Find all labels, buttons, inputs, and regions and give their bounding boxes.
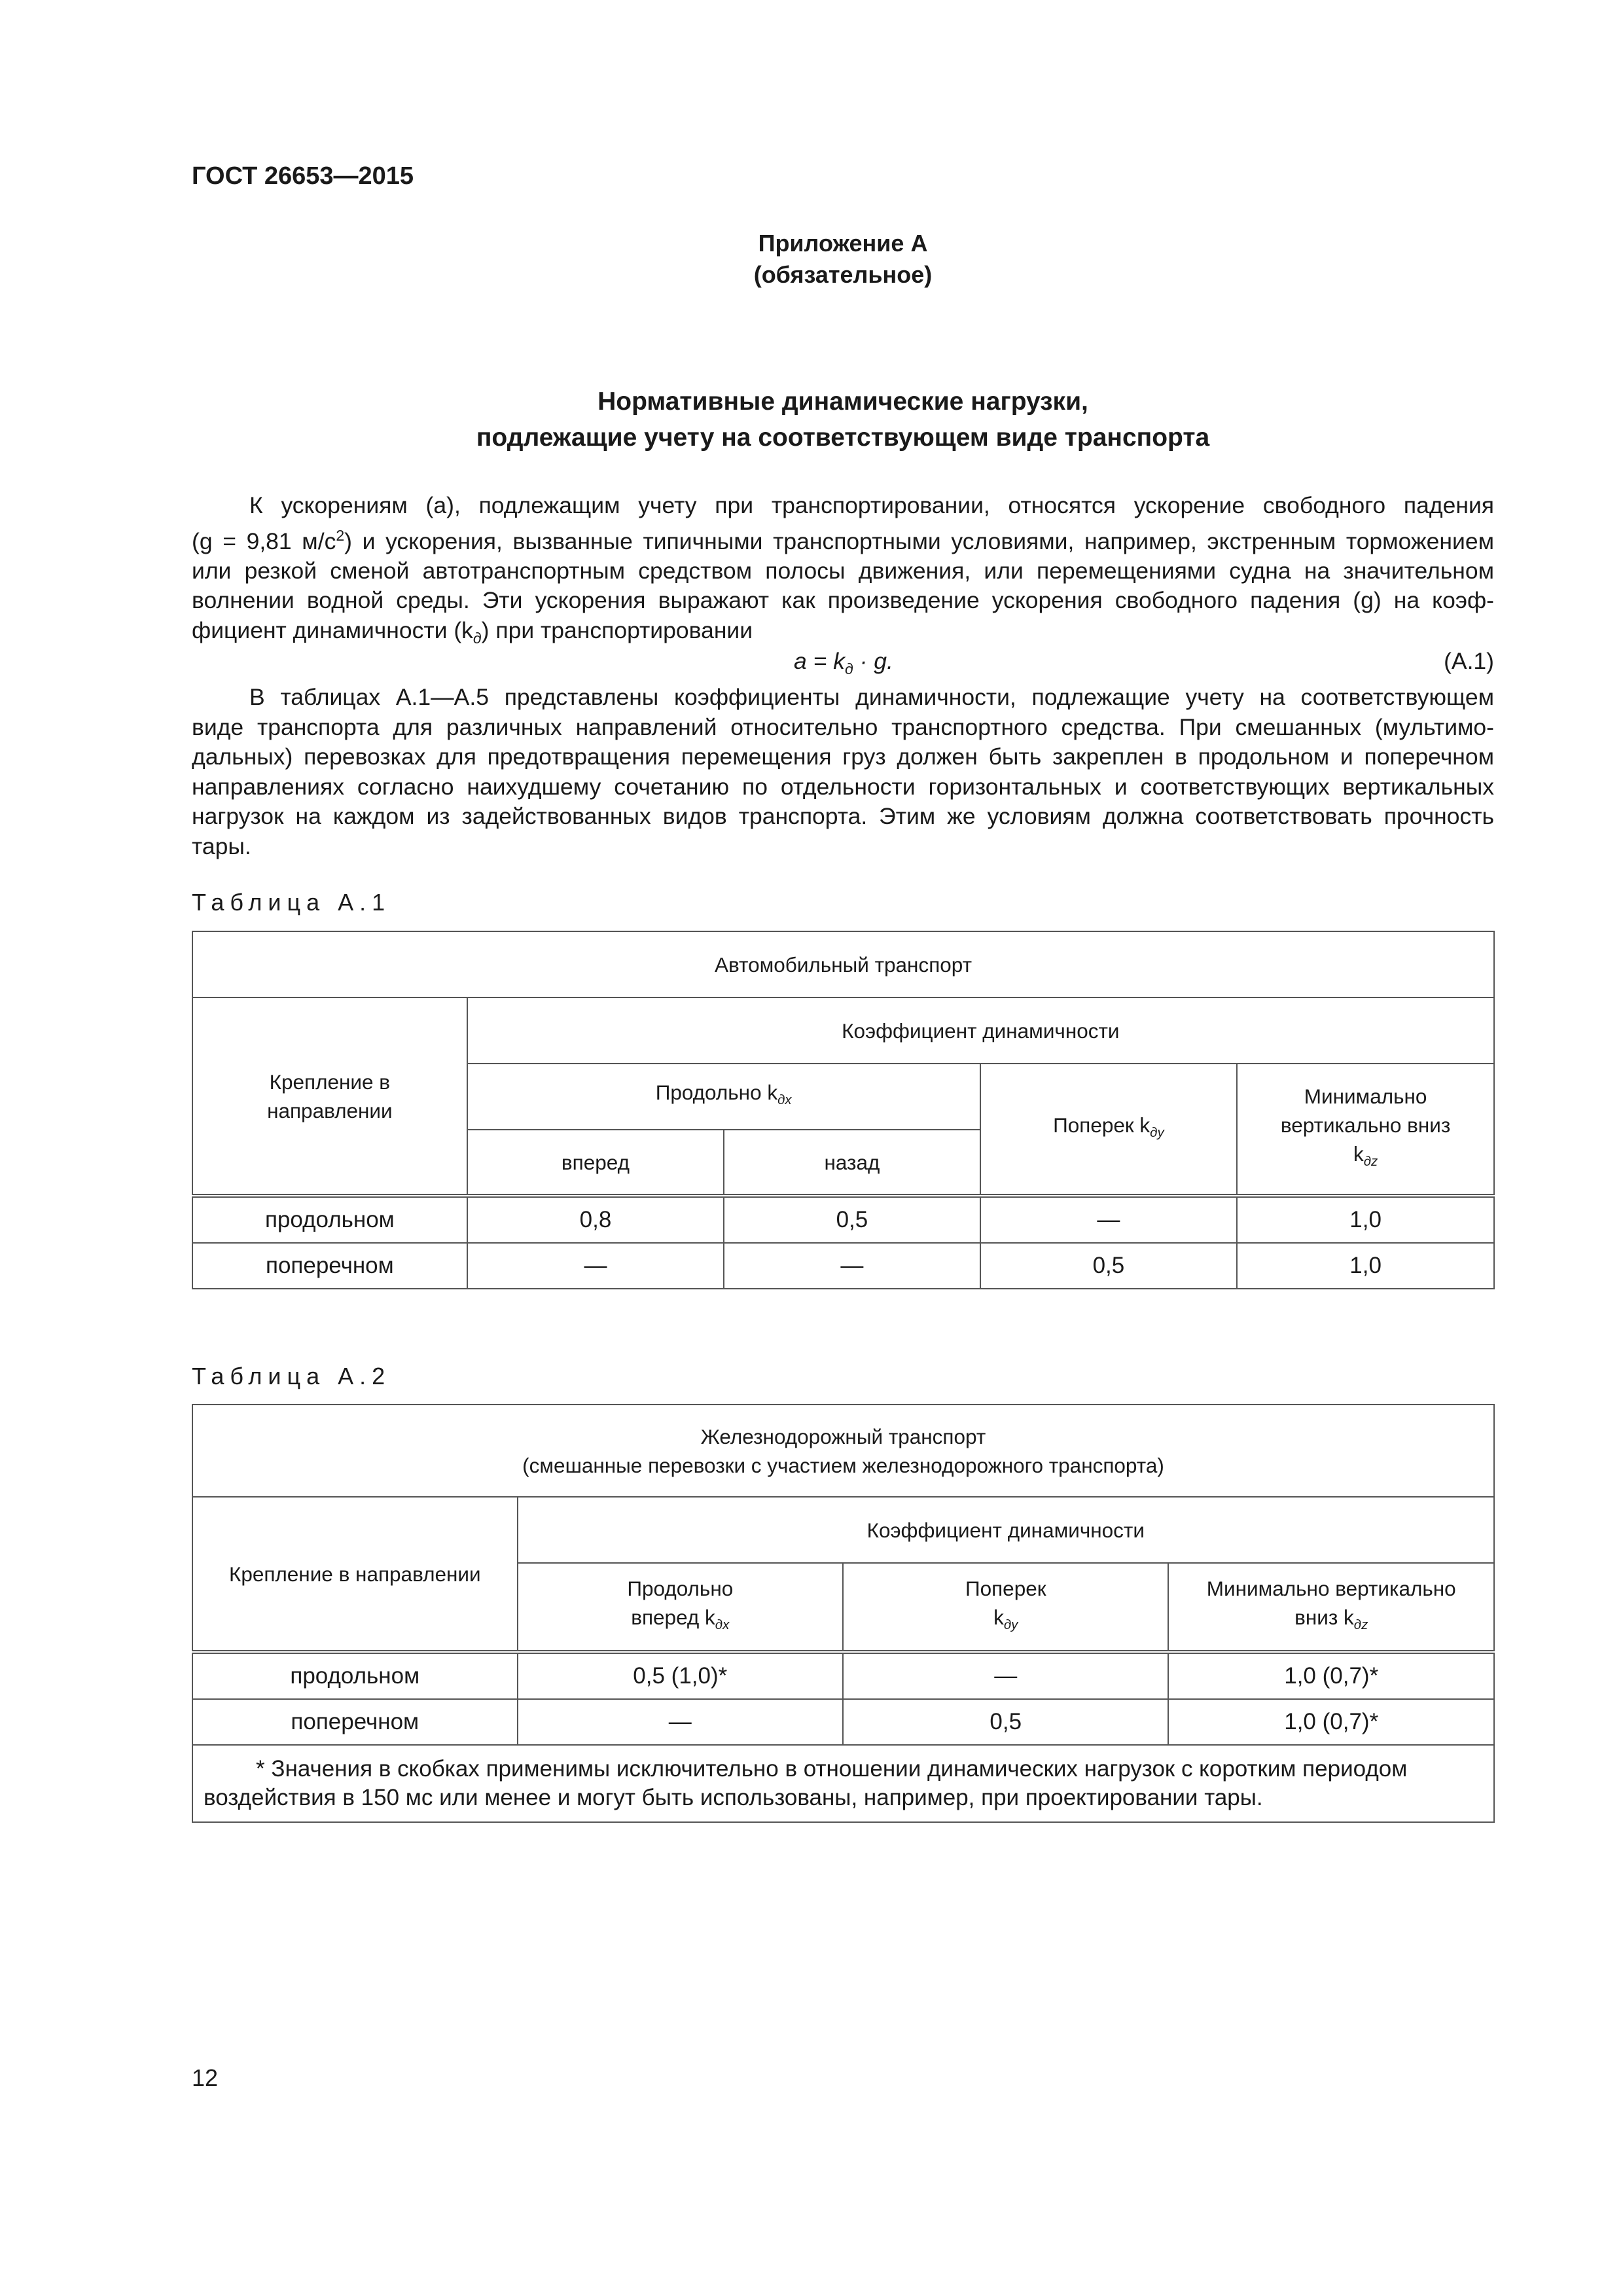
header-dynamic-coefficient: Коэффициент динамичности: [467, 997, 1494, 1064]
paragraph-tables-intro: [192, 683, 1494, 861]
header-forward: вперед: [467, 1130, 724, 1196]
annex-title: Приложение А: [758, 230, 928, 257]
table-a2: [192, 1404, 1495, 1823]
header-dynamic-coefficient: Коэффициент динамичности: [518, 1497, 1494, 1563]
paragraph-accelerations: [192, 491, 1494, 653]
table-footnote-row: [192, 1745, 1494, 1822]
page-number: 12: [192, 2064, 219, 2091]
paragraph-line: волнении водной среды. Эти ускорения выражают как произведение ускорения свободного падения (g) на коэф-: [192, 587, 1494, 614]
document-code: ГОСТ 26653—2015: [192, 162, 414, 190]
cell-direction: поперечном: [192, 1243, 467, 1289]
annex-heading-line-2: подлежащие учету на соответствующем виде транспорта: [476, 423, 1210, 452]
cell-vertical: 1,0: [1237, 1196, 1494, 1243]
cell-transverse: —: [843, 1652, 1168, 1699]
table-row: [192, 1699, 1494, 1745]
paragraph-line: или резкой сменой автотранспортным средством полосы движения, или перемещениями судна на значительном: [192, 557, 1494, 584]
table-row: [192, 1652, 1494, 1699]
header-fixing-direction: Крепление в направлении: [192, 997, 467, 1196]
cell-vertical: 1,0 (0,7)*: [1168, 1652, 1494, 1699]
header-vertical: Минимально вертикально вниз $k_{дz}$: [1168, 1563, 1494, 1652]
cell-back: —: [724, 1243, 980, 1289]
header-vertical: Минимально вертикально вниз $k_{дz}$: [1237, 1064, 1494, 1196]
cell-vertical: 1,0 (0,7)*: [1168, 1699, 1494, 1745]
annex-heading-line-1: Нормативные динамические нагрузки,: [597, 387, 1088, 416]
header-longitudinal: Продольно $k_{дx}$: [467, 1064, 980, 1130]
cell-direction: продольном: [192, 1652, 518, 1699]
cell-transverse: 0,5: [980, 1243, 1238, 1289]
header-longitudinal-forward: Продольно вперед $k_{дx}$: [518, 1563, 843, 1652]
paragraph-line: тары.: [192, 833, 251, 859]
table-row: [192, 1243, 1494, 1289]
annex-status: (обязательное): [753, 261, 933, 288]
paragraph-line: (g = 9,81 $м/с^2$) и ускорения, вызванные типичными транспортными условиями, например, экстренным торможением: [192, 526, 1495, 554]
cell-forward: —: [518, 1699, 843, 1745]
header-transverse: Поперек $k_{дy}$: [843, 1563, 1168, 1652]
table-row: [192, 1196, 1494, 1243]
header-transverse: Поперек $k_{дy}$: [980, 1064, 1238, 1196]
paragraph-line: фициент динамичности $(k_д)$ при транспортировании: [192, 617, 753, 647]
table-a1-caption: Таблица А.1: [192, 889, 391, 916]
formula-number: (А.1): [1444, 648, 1494, 674]
table-footnote: * Значения в скобках применимы исключительно в отношении динамических нагрузок с коротким периодом воздействия в 150 мс или менее и могут быть использованы, например, при проектировании тары.: [192, 1745, 1494, 1822]
cell-transverse: —: [980, 1196, 1238, 1243]
paragraph-line: виде транспорта для различных направлений относительно транспортного средства. При смешанных (мультимо-: [192, 713, 1494, 740]
header-back: назад: [724, 1130, 980, 1196]
header-fixing-direction: Крепление в направлении: [192, 1497, 518, 1652]
table-title: Железнодорожный транспорт (смешанные перевозки с участием железнодорожного транспорта): [192, 1405, 1494, 1497]
formula-expression: $a = k_д \cdot g$.: [794, 648, 893, 678]
paragraph-line: К ускорениям (a), подлежащим учету при транспортировании, относятся ускорение свободного падения: [249, 492, 1494, 518]
table-a1: [192, 931, 1495, 1289]
table-title: Автомобильный транспорт: [192, 931, 1494, 997]
table-a2-caption: Таблица А.2: [192, 1363, 391, 1390]
cell-forward: 0,8: [467, 1196, 724, 1243]
cell-forward: 0,5 (1,0)*: [518, 1652, 843, 1699]
cell-back: 0,5: [724, 1196, 980, 1243]
paragraph-line: дальных) перевозках для предотвращения перемещения груз должен быть закреплен в продольном и поперечном: [192, 744, 1494, 770]
paragraph-line: направлениях согласно наихудшему сочетанию по отдельности горизонтальных и соответствующих вертикальных: [192, 773, 1494, 800]
cell-direction: поперечном: [192, 1699, 518, 1745]
cell-direction: продольном: [192, 1196, 467, 1243]
paragraph-line: В таблицах А.1—А.5 представлены коэффициенты динамичности, подлежащие учету на соответствующем: [249, 684, 1494, 710]
cell-transverse: 0,5: [843, 1699, 1168, 1745]
cell-vertical: 1,0: [1237, 1243, 1494, 1289]
paragraph-line: нагрузок на каждом из задействованных видов транспорта. Этим же условиям должна соответствовать прочность: [192, 803, 1494, 829]
cell-forward: —: [467, 1243, 724, 1289]
